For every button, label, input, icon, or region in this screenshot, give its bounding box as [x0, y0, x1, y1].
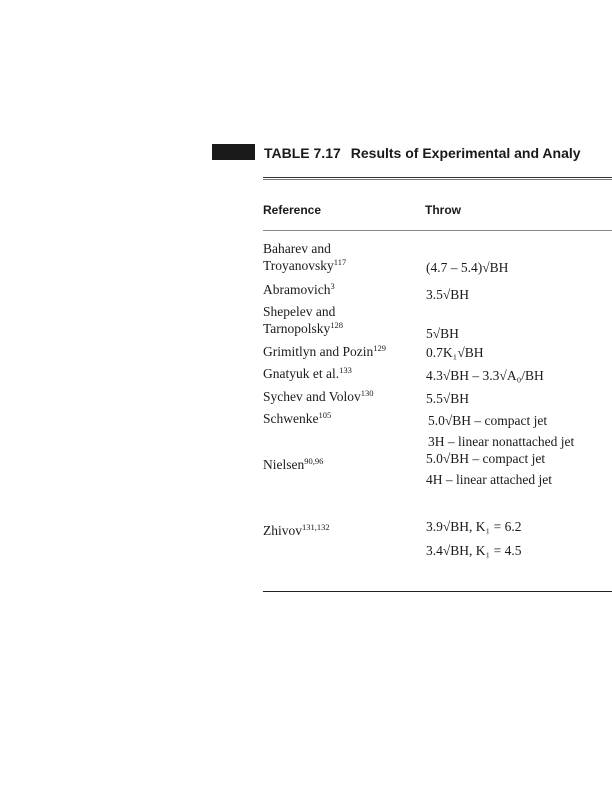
- throw-cell: 3.9√BH, K₁ = 6.2: [426, 519, 522, 534]
- reference-cell: Zhivov$^{131,132}$: [263, 522, 330, 538]
- throw-cell: 4.3√BH – 3.3√A₀/BH: [426, 368, 544, 383]
- reference-cell: Nielsen$^{90,96}$: [263, 456, 324, 472]
- reference-cell: Baharev and: [263, 241, 331, 256]
- reference-cell: Grimitlyn and Pozin$^{129}$: [263, 343, 386, 359]
- table-caption: Results of Experimental and Analy: [350, 145, 581, 161]
- throw-cell: (4.7 – 5.4)√BH: [426, 260, 509, 275]
- throw-cell-secondary: 3.4√BH, K₁ = 4.5: [426, 543, 522, 558]
- throw-cell: 5.0√BH – compact jet: [428, 413, 548, 428]
- reference-cell: Sychev and Volov$^{130}$: [263, 388, 374, 404]
- throw-cell: 5.5√BH: [426, 391, 470, 406]
- throw-cell: 3.5√BH: [426, 287, 470, 302]
- table-bottom-rule: [263, 591, 612, 592]
- throw-cell-secondary: 4H – linear attached jet: [426, 472, 552, 487]
- table-marker-block: [212, 144, 255, 160]
- reference-cell: Gnatyuk et al.$^{133}$: [263, 365, 352, 381]
- throw-cell: 0.7K₁√BH: [426, 345, 484, 360]
- reference-cell: Schwenke$^{105}$: [263, 410, 332, 426]
- table-label: TABLE 7.17: [264, 145, 341, 161]
- throw-cell-secondary: 3H – linear nonattached jet: [428, 434, 575, 449]
- reference-cell: Tarnopolsky$^{128}$: [263, 320, 344, 336]
- throw-cell: 5√BH: [426, 326, 459, 341]
- table-top-rule: [263, 177, 612, 178]
- column-header-throw: Throw: [425, 203, 461, 217]
- table-top-rule-secondary: [263, 179, 612, 180]
- reference-cell: Abramovich$^3$: [263, 281, 335, 297]
- throw-cell: 5.0√BH – compact jet: [426, 451, 546, 466]
- table-title: [264, 144, 581, 162]
- reference-cell: Troyanovsky$^{117}$: [263, 257, 347, 273]
- reference-cell: Shepelev and: [263, 304, 336, 319]
- header-separator-rule: [263, 230, 612, 231]
- column-header-reference: Reference: [263, 203, 322, 217]
